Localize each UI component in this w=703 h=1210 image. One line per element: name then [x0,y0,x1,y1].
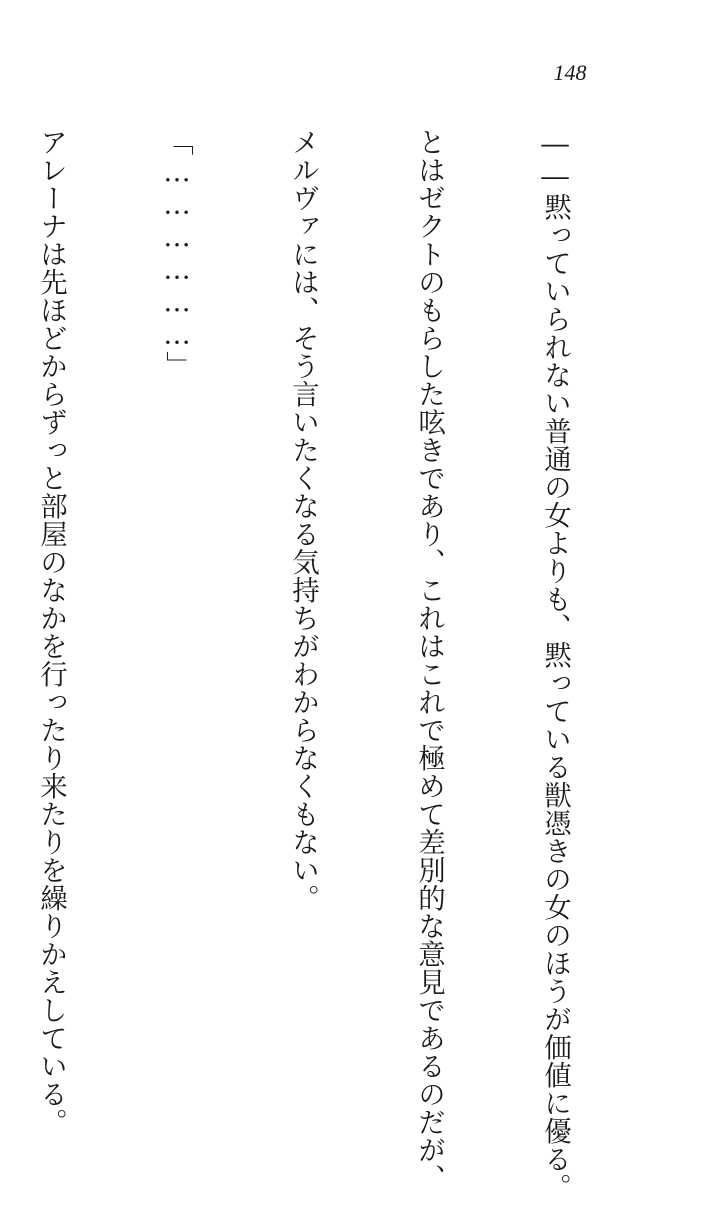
page-number: 148 [553,60,587,85]
text-line: メルヴァには、そう言いたくなる気持ちがわからなくもない。 [287,128,319,912]
text-line: ――黙っていられない普通の女よりも、黙っている獣憑きの女のほうが価値に優る。 [539,128,571,1201]
text-line: とはゼクトのもらした呟きであり、これはこれで極めて差別的な意見であるのだが、 [413,128,445,1192]
vertical-text-body [35,128,660,1201]
text-line: アレーナは先ほどからずっと部屋のなかを行ったり来たりを繰りかえしている。 [35,128,67,1136]
text-line: 「………………」 [161,128,193,379]
